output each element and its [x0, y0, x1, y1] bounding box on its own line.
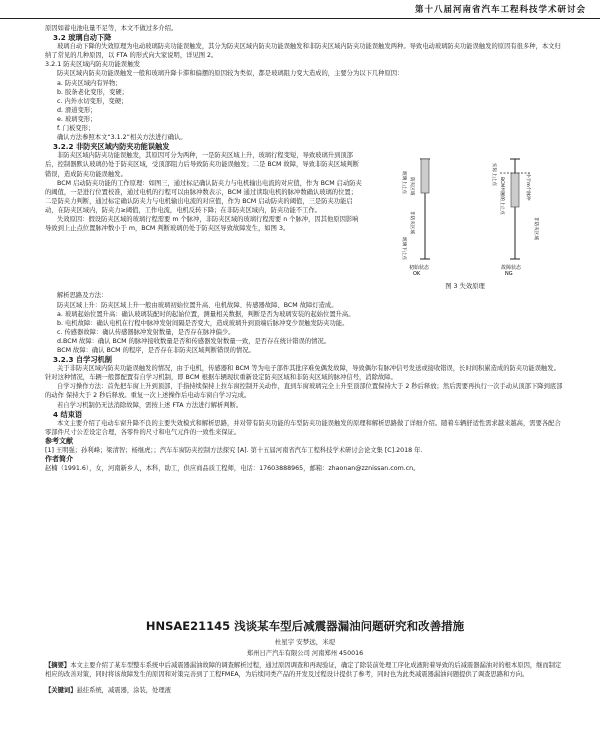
ok-state-line-1: 初始状态	[409, 265, 430, 272]
page-body	[45, 24, 565, 473]
abstract-text: 本文主要介绍了某车型整车系统中后减震器漏油故障的调查解析过程，通过原因调查和再现验证，确定了除装前处理工序化成液附着导致的后减震器漏油对的根本原因，继而制定相应的改善对策，同时将该故障发生的原因和对策完善到了工程FMEA，为后续同类产品的开发及过程设计提供了参考，同时也为此类减震器漏油问题提供了调查思路和方向。	[45, 662, 562, 679]
list-item: d. 滑道变形；	[57, 106, 97, 114]
ng-state-line-1: 故障状态	[501, 265, 522, 272]
heading-3-2-3: 3.2.3 自学习机制	[53, 355, 112, 365]
figure-3	[365, 151, 565, 291]
paragraph-3-2-3-c: 若自学习机制仍无法消除故障，需按上述 FTA 方法进行解析判断。	[57, 401, 243, 409]
bcm-fault-paragraph: BCM 故障：确认 BCM 的程序，是否存在非防夹区域判断错误的情况。	[57, 346, 255, 354]
article-title: HNSAE21145 浅谈某车型后减震器漏油问题研究和改善措施	[145, 619, 465, 633]
confirm-note: 确认方法参照本文“3.1.2”相关方法进行确认。	[57, 134, 187, 142]
references-heading: 参考文献	[45, 436, 73, 445]
article-keywords	[45, 686, 565, 695]
keywords-text: 悬挂系统，减震器，涂装，处理液	[76, 686, 171, 694]
paragraph-3-2-3-a: 关于非防夹区域内防夹功能误触发的情况，由于电机，传感器和 BCM 等为电子部件其批序难免偶发故障，导致偶尔有脉冲信号发送或接收错误，长时间积累造成的防夹功能误触发。针对这种情况，车辆一般都配置有自学习机制，即 BCM 根据车辆现状重新设定防夹区域和非防夹区域的脉冲信号，消除故障。	[45, 365, 560, 382]
figure-section	[45, 151, 565, 291]
abstract-label: 【摘要】	[45, 662, 71, 670]
ng-non-anti-label: 非防夹区域	[533, 217, 538, 241]
conference-title: 第十八届河南省汽车工程科技学术研讨会	[414, 5, 586, 15]
page-header	[0, 0, 600, 19]
paragraph-3-2: 玻璃自动下降的失效原理为电动玻璃防夹功能误触发，其分为防夹区域内防夹功能误触发和非防夹区域内防夹功能误触发两种。导致电动玻璃防夹功能误触发的原因有很多种，本文归纳了常见的几种原因，以 FTA 的形式向大家说明，详见图 2。	[45, 43, 561, 60]
figure-side-text	[45, 151, 363, 291]
ng-state-line-2: NG	[505, 271, 513, 278]
heading-4: 4 结束语	[53, 409, 83, 419]
ok-top-label: 玻璃上止点	[401, 171, 406, 195]
reference-1: [1] 王明强；孙利峰；梁清智；杨继虎；；汽车车窗防夹控制方法探究 [A]. 第十五届河南省汽车工程科技学术研讨会论文集 [C].2018 年.	[45, 447, 423, 454]
ok-anti-label: 防夹区域	[409, 177, 414, 196]
ng-actual-top-label: 实际上止点	[491, 163, 496, 187]
ng-anti-zone	[511, 173, 519, 207]
next-article	[45, 618, 565, 701]
paragraph-3-2-2-c: 失效原因：假设防夹区域的玻璃行程需要 m 个脉冲，非防夹区域的玻璃行程需要 n 个脉冲，因其他原因影响导致到上止点位置脉冲数小于 m，BCM 判断玻璃仍处于防夹区导致故障发生，如图 3。	[45, 215, 359, 233]
ok-state-label	[409, 264, 430, 277]
intro-paragraph: 原因如蓄电池电量不足等，本文不做过多介绍。	[45, 25, 178, 32]
cause-list	[45, 79, 565, 143]
list-item: d.BCM 故障：确认 BCM 的脉冲接收数量是否和传感器发射数量一致，是否存在统计错误的情况。	[57, 337, 331, 345]
ok-non-anti-label: 非防夹区域	[409, 211, 414, 235]
heading-3-2-2: 3.2.2 非防夹区域内防夹功能误触发	[53, 142, 170, 152]
author-heading: 作者简介	[45, 455, 73, 464]
ok-bottom-label: 玻璃下止点	[401, 237, 406, 261]
paragraph-4: 本文主要介绍了电动车窗升降不良的主要失效模式和解析思路，并对带有防夹功能的车型防夹功能误触发的原理和解析思路做了详细介绍。随着车辆舒适性需求越来越高，需要各配合零部件尺寸公差设定合理，各零件的尺寸和电气元件的一致性来保证。	[45, 419, 561, 436]
list-item: b. 电机故障：确认电机在行程中脉冲发射间隔是否变大，造成玻璃升到顶端后脉冲变少误触发防夹功能。	[57, 319, 349, 327]
ok-anti-zone	[421, 159, 429, 193]
list-item: f. 门板变形；	[57, 125, 95, 133]
author-bio: 赵楠（1991.6），女，河南新乡人，本科，助工，供应商品质工程师，电话：17603888965，邮箱：zhaonan@zznissan.com.cn。	[45, 465, 420, 473]
figure-caption: 图 3 失效原理	[445, 283, 485, 291]
heading-3-2-1: 3.2.1 防夹区域内防夹功能误触发	[45, 60, 140, 69]
article-affiliation: 郑州日产汽车有限公司 河南郑州 450016	[246, 650, 364, 658]
paragraph-3-2-2-b: BCM 启动防夹功能的工作原理：如图三，通过标记确认防夹力与电机输出电流的对应值，作为 BCM 启动防夹的阈值，一是进行位置校准，通过电机的行程可以由脉冲数表示，BCM 通过读取电机的脉冲数确认玻璃的位置；二是防夹力判断，通过标定确认防夹力与电机输出电流的对应值，作为 BCM 启动防夹的阈值，三是防夹功能启动，在防夹区域内，防夹力≥阈值，工作电流，电机反转下降；在非防夹区域内，防夹功能不工作。	[45, 179, 362, 214]
paragraph-3-2-2-a: 非防夹区域内防夹功能误触发，其原因可分为两种，一是防夹区域上升，玻璃行程变短，导致玻璃升到顶部后，控制器默认玻璃仍处于防夹区域，受顶部阻力后导致防夹功能误触发；二是 BCM 故障，导致非防夹区域判断错误，造成防夹功能误触发。	[45, 152, 359, 178]
list-item: c. 传感器故障：确认传感器脉冲发射数量，是否存在脉冲偏少。	[57, 328, 235, 336]
ng-state-label	[501, 264, 522, 277]
ng-pulse-label: 小于m个脉冲	[525, 173, 530, 201]
list-item: e. 玻璃变形；	[57, 115, 97, 123]
paragraph-3-2-3-b: 自学习操作方法：首先把车窗上升到顶部，手指持续保持上拉车窗控制开关动作，直到车窗玻璃完全上升至顶部位置保持大于 2 秒后释放；然后需要再执行一次手动从顶部下降到底部的动作 保持大于 2 秒后释放。重复一次上述操作后电动车窗自学习完成。	[45, 383, 563, 400]
keywords-label: 【关键词】	[45, 686, 77, 694]
list-item: b. 胶条老化变形，变硬；	[57, 88, 128, 96]
ng-bcm-top-label: BCM判断的上止点	[499, 177, 504, 216]
article-abstract	[45, 661, 565, 679]
ok-state-line-2: OK	[413, 271, 421, 278]
list-item: a. 玻璃起始位置升高：确认玻璃装配时的起始位置，测量相关数据，判断是否为玻璃安装的起始位置升高。	[57, 310, 355, 318]
failure-principle-diagram	[365, 151, 565, 281]
list-item: a. 防夹区域内有异物；	[57, 79, 122, 87]
list-item: c. 内外水切变形，变硬；	[57, 97, 128, 105]
anti-zone-cause-list	[45, 310, 565, 355]
article-authors: 杜星宇 安梦远，米堤	[274, 638, 336, 647]
analysis-heading: 解析思路及方法：	[57, 292, 108, 300]
anti-zone-up-paragraph: 防夹区域上升：防夹区域上升一般由玻璃初始位置升高、电机故障、传感器故障、BCM 故障灯造成。	[57, 301, 338, 309]
heading-3-2: 3.2 玻璃自动下降	[53, 33, 112, 43]
paragraph-3-2-1: 防夹区域内防夹功能误触发一般和玻璃升降卡滞和偏摆的原因较为类似，都是玻璃阻力变大造成的，主要分为以下几种原因：	[57, 70, 404, 78]
